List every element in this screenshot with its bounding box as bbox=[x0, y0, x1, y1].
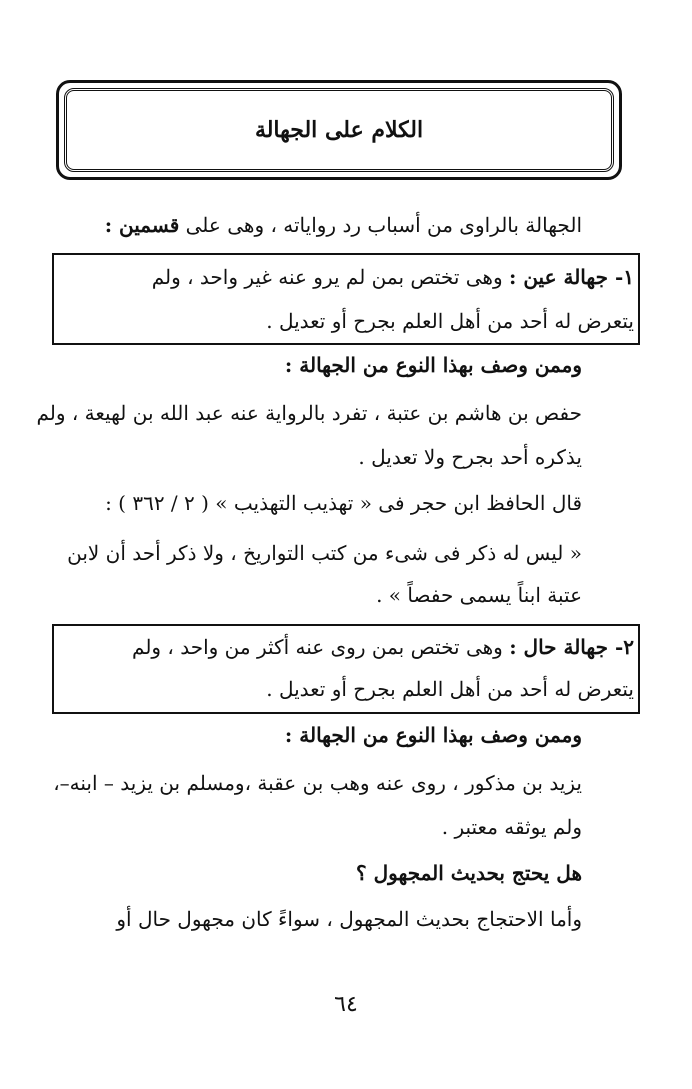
section2-lead: ٢- جهالة حال : bbox=[509, 635, 634, 659]
title-frame bbox=[56, 80, 622, 180]
heading-question: هل يحتج بحديث المجهول ؟ bbox=[356, 861, 582, 885]
example1-line2: يذكره أحد بجرح ولا تعديل . bbox=[358, 445, 582, 469]
intro-emphasis: قسمين : bbox=[104, 213, 180, 237]
section1-line1-text: وهى تختص بمن لم يرو عنه غير واحد ، ولم bbox=[151, 265, 509, 289]
intro-text: الجهالة بالراوى من أسباب رد رواياته ، وهى على bbox=[179, 213, 582, 237]
quote-intro: قال الحافظ ابن حجر فى « تهذيب التهذيب » ( ٢ / ٣٦٢ ) : bbox=[105, 491, 582, 515]
section1-line2: يتعرض له أحد من أهل العلم بجرح أو تعديل . bbox=[266, 309, 634, 333]
section2-line1 bbox=[62, 632, 634, 662]
example1-line1: حفص بن هاشم بن عتبة ، تفرد بالرواية عنه عبد الله بن لهيعة ، ولم bbox=[36, 401, 582, 425]
intro-paragraph bbox=[56, 210, 582, 240]
heading-example2: وممن وصف بهذا النوع من الجهالة : bbox=[284, 723, 582, 747]
heading-example1: وممن وصف بهذا النوع من الجهالة : bbox=[284, 353, 582, 377]
section1-lead: ١- جهالة عين : bbox=[508, 265, 634, 289]
page-number: ٦٤ bbox=[334, 992, 358, 1017]
section1-line1 bbox=[62, 262, 634, 292]
title-frame-inner bbox=[64, 88, 614, 172]
quote-line2: عتبة ابناً يسمى حفصاً » . bbox=[376, 583, 582, 607]
example2-line1: يزيد بن مذكور ، روى عنه وهب بن عقبة ،ومسلم بن يزيد – ابنه–، bbox=[53, 771, 582, 795]
quote-line1: « ليس له ذكر فى شىء من كتب التواريخ ، ولا ذكر أحد أن لابن bbox=[67, 541, 582, 565]
section2-line1-text: وهى تختص بمن روى عنه أكثر من واحد ، ولم bbox=[132, 635, 510, 659]
example2-line2: ولم يوثقه معتبر . bbox=[441, 815, 582, 839]
chapter-title: الكلام على الجهالة bbox=[254, 117, 424, 143]
last-line: وأما الاحتجاج بحديث المجهول ، سواءً كان مجهول حال أو bbox=[116, 907, 582, 931]
section2-line2: يتعرض له أحد من أهل العلم بجرح أو تعديل . bbox=[266, 677, 634, 701]
